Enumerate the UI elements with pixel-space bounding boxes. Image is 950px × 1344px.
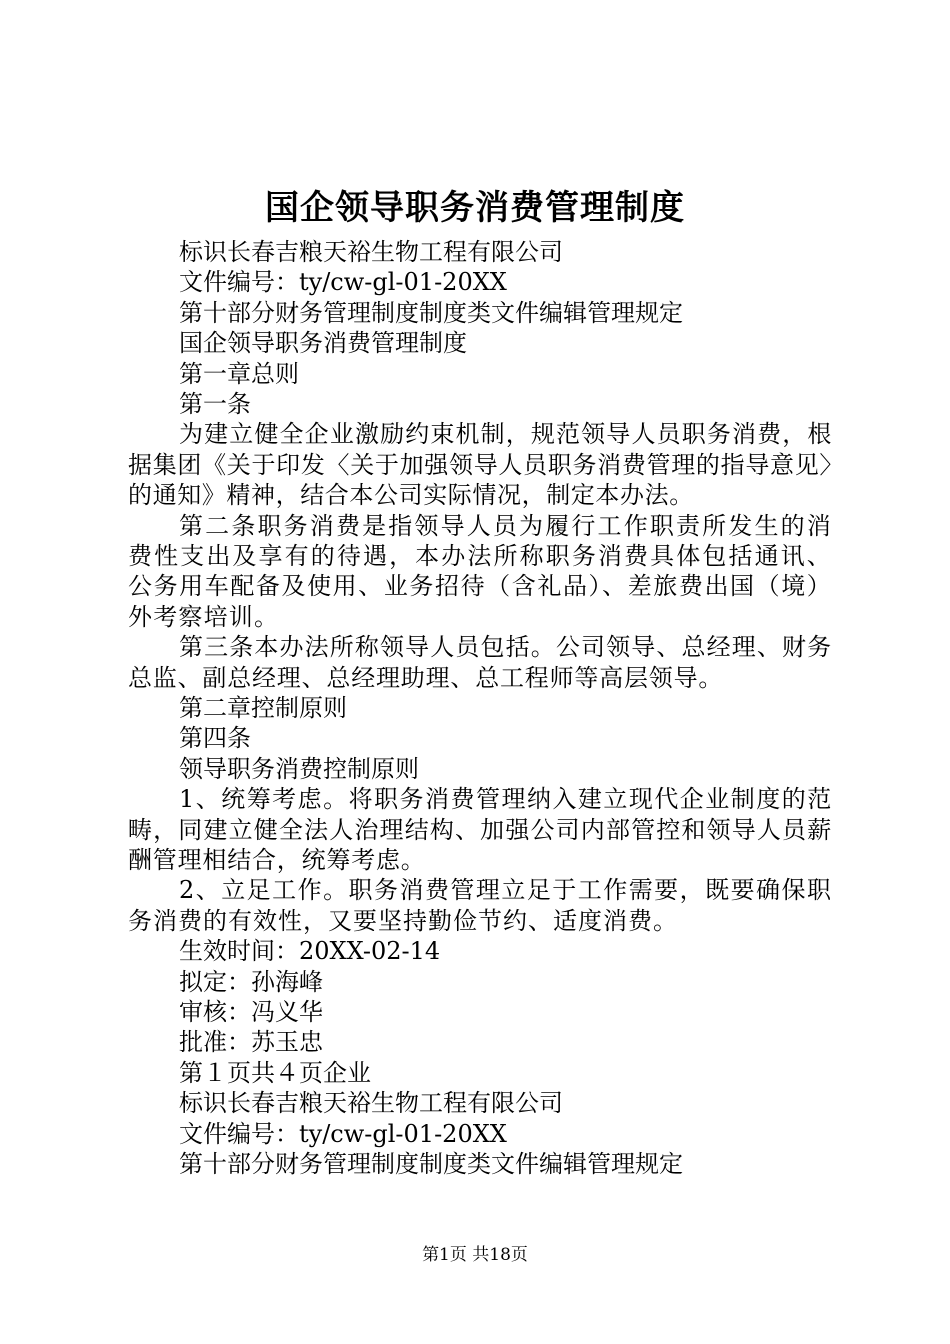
chapter-1-heading: 第一章总则: [179, 359, 299, 388]
article-1-heading: 第一条: [179, 389, 251, 418]
effective-date-line: 生效时间：20XX-02-14: [179, 937, 441, 966]
inner-page-count-line: 第１页共４页企业: [179, 1058, 371, 1087]
paragraph-principle-2: 2、立足工作。职务消费管理立足于工作需要，既要确保职务消费的有效性，又要坚持勤俭节约、适度消费。: [128, 876, 832, 935]
paragraph-principle-1: 1、统筹考虑。将职务消费管理纳入建立现代企业制度的范畴，同建立健全法人治理结构、加强公司内部管控和领导人员薪酬管理相结合，统筹考虑。: [128, 785, 832, 874]
file-number-line: 文件编号：ty/cw-gl-01-20XX: [179, 268, 507, 297]
page-footer: 第1页 共18页: [422, 1245, 528, 1265]
paragraph-article-2: 第二条职务消费是指领导人员为履行工作职责所发生的消费性支出及享有的待遇，本办法所称职务消费具体包括通讯、公务用车配备及使用、业务招待（含礼品）、差旅费出国（境）外考察培训。: [128, 511, 832, 631]
company-identifier-line-repeat: 标识长春吉粮天裕生物工程有限公司: [179, 1089, 563, 1118]
document-body: [128, 237, 832, 1179]
regulation-name-line: 国企领导职务消费管理制度: [179, 329, 467, 358]
approved-by-line: 批准：苏玉忠: [179, 1028, 323, 1057]
drafted-by-line: 拟定：孙海峰: [179, 967, 323, 996]
chapter-2-heading: 第二章控制原则: [179, 694, 347, 722]
article-4-heading: 第四条: [179, 724, 251, 753]
paragraph-article-3: 第三条本办法所称领导人员包括。公司领导、总经理、财务总监、副总经理、总经理助理、总工程师等高层领导。: [128, 633, 832, 692]
file-number-line-repeat: 文件编号：ty/cw-gl-01-20XX: [179, 1119, 507, 1148]
company-identifier-line: 标识长春吉粮天裕生物工程有限公司: [179, 238, 563, 266]
paragraph-purpose: 为建立健全企业激励约束机制，规范领导人员职务消费，根据集团《关于印发〈关于加强领导人员职务消费管理的指导意见〉的通知》精神，结合本公司实际情况，制定本办法。: [128, 420, 832, 510]
reviewed-by-line: 审核：冯义华: [179, 997, 323, 1026]
document-title: 国企领导职务消费管理制度: [265, 188, 685, 228]
section-line-repeat: 第十部分财务管理制度制度类文件编辑管理规定: [179, 1149, 683, 1178]
section-line: 第十部分财务管理制度制度类文件编辑管理规定: [179, 298, 683, 327]
control-principles-heading: 领导职务消费控制原则: [179, 754, 419, 783]
